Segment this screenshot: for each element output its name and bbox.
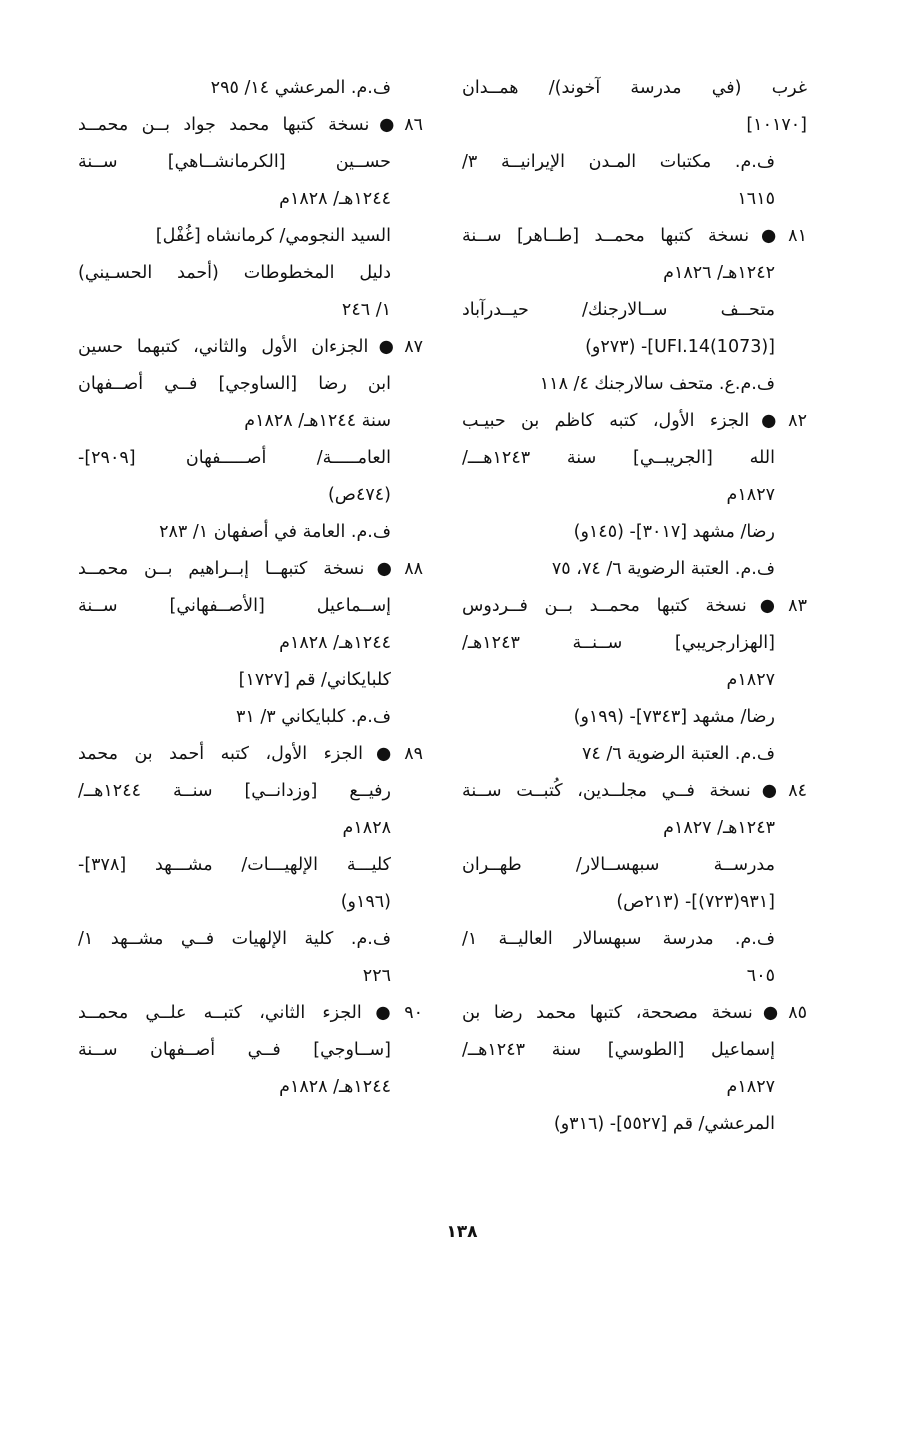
text-line: متحــف ســالارجنك/ حيــدرآباد bbox=[462, 300, 775, 320]
text-line: رضا/ مشهد [٧٣٤٣]- (١٩٩و) bbox=[573, 707, 775, 727]
text-line: ف.م. العتبة الرضوية ٦/ ٧٤، ٧٥ bbox=[551, 559, 775, 579]
text-line: المرعشي/ قم [٥٥٢٧]- (٣١٦و) bbox=[553, 1114, 775, 1134]
bullet-icon: ● bbox=[754, 1003, 787, 1023]
text-line: [٩٣١(٧٢٣)]- (٢١٣ص) bbox=[616, 892, 775, 912]
entry-number: ٨٤ bbox=[788, 781, 807, 801]
location-line bbox=[462, 292, 807, 366]
text-line: ١٦١٥ bbox=[737, 189, 775, 209]
text-line: ١٨٢٨م bbox=[342, 818, 391, 838]
text-line: (١٩٦و) bbox=[340, 892, 391, 912]
reference-line bbox=[78, 70, 423, 107]
bullet-icon: ● bbox=[752, 781, 787, 801]
text-line bbox=[78, 551, 423, 588]
left-column bbox=[78, 70, 423, 1106]
text-line: ف.م. كلية الإلهيات فــي مشــهد ١/ bbox=[78, 929, 391, 949]
entry-number: ٨٢ bbox=[788, 411, 807, 431]
text-line: ٦٠٥ bbox=[746, 966, 775, 986]
text-line: (٤٧٤ص) bbox=[327, 485, 391, 505]
text-line: ف.م. مكتبات المـدن الإيرانيــة ٣/ bbox=[462, 152, 775, 172]
location-line bbox=[462, 514, 807, 551]
catalog-entry bbox=[462, 218, 807, 292]
text-line: ف.م. مدرسة سبهسالار العاليــة ١/ bbox=[462, 929, 775, 949]
text-line: الله [الجريبــي] سنة ١٢٤٣هـــ/ bbox=[462, 448, 775, 468]
text-line: ابن رضا [الساوجي] فــي أصــفهان bbox=[78, 374, 391, 394]
text-line: ١٢٤٤هـ/ ١٨٢٨م bbox=[279, 633, 391, 653]
text-line: ف.م. كلبايكاني ٣/ ٣١ bbox=[236, 707, 391, 727]
location-line bbox=[78, 218, 423, 255]
reference-line bbox=[78, 699, 423, 736]
text-line bbox=[78, 995, 423, 1032]
reference-line bbox=[462, 366, 807, 403]
entry-number: ٨٥ bbox=[788, 1003, 807, 1023]
entry-text: نسخة كتبها محمــد بــن فــردوس bbox=[462, 596, 747, 616]
catalog-entry bbox=[462, 995, 807, 1106]
text-line: إســماعيل [الأصــفهاني] ســنة bbox=[78, 596, 391, 616]
reference-line bbox=[78, 255, 423, 329]
text-line bbox=[78, 329, 423, 366]
right-column bbox=[462, 70, 807, 1143]
location-line bbox=[462, 847, 807, 921]
text-line: [ســاوجي] فــي أصــفهان ســنة bbox=[78, 1040, 391, 1060]
location-line bbox=[78, 440, 423, 514]
continuation-text bbox=[462, 70, 807, 144]
location-line bbox=[462, 1106, 807, 1143]
text-line: ف.م. العتبة الرضوية ٦/ ٧٤ bbox=[581, 744, 775, 764]
bullet-icon: ● bbox=[751, 226, 787, 246]
catalog-entry bbox=[78, 551, 423, 662]
bullet-icon: ● bbox=[371, 115, 403, 135]
entry-text: نسخة مصححة، كتبها محمد رضا بن bbox=[462, 1003, 753, 1023]
text-line: رفيــع [وزدانــي] سنــة ١٢٤٤هــ/ bbox=[78, 781, 391, 801]
entry-number: ٩٠ bbox=[404, 1003, 423, 1023]
reference-line bbox=[78, 921, 423, 995]
text-line: ١/ ٢٤٦ bbox=[341, 300, 391, 320]
catalog-entry bbox=[462, 588, 807, 699]
entry-number: ٨٣ bbox=[788, 596, 807, 616]
entry-text: نسخة كتبها محمد جواد بــن محمــد bbox=[78, 115, 370, 135]
text-line bbox=[462, 773, 807, 810]
text-line: مدرســة سبهســالار/ طهــران bbox=[462, 855, 775, 875]
text-line bbox=[78, 736, 423, 773]
bullet-icon: ● bbox=[748, 596, 787, 616]
bullet-icon: ● bbox=[363, 1003, 403, 1023]
text-line: ف.م. المرعشي ١٤/ ٢٩٥ bbox=[210, 78, 391, 98]
reference-line bbox=[462, 736, 807, 773]
location-line bbox=[78, 847, 423, 921]
catalog-entry bbox=[462, 403, 807, 514]
text-line: [UFI.14(1073)]- (٢٧٣و) bbox=[585, 337, 775, 357]
page-number: ١٣٨ bbox=[446, 1222, 478, 1242]
text-line: سنة ١٢٤٤هـ/ ١٨٢٨م bbox=[244, 411, 391, 431]
bullet-icon: ● bbox=[370, 337, 403, 357]
text-line: رضا/ مشهد [٣٠١٧]- (١٤٥و) bbox=[573, 522, 775, 542]
catalog-entry bbox=[78, 329, 423, 440]
catalog-entry bbox=[78, 736, 423, 847]
text-line: ف.م.ع. متحف سالارجنك ٤/ ١١٨ bbox=[539, 374, 775, 394]
entry-text: نسخة كتبهــا إبــراهيم بــن محمــد bbox=[78, 559, 365, 579]
entry-text: الجزء الثاني، كتبــه علــي محمــد bbox=[78, 1003, 362, 1023]
location-line bbox=[78, 662, 423, 699]
location-line bbox=[462, 699, 807, 736]
entry-text: الجزء الأول، كتبه أحمد بن محمد bbox=[78, 744, 364, 764]
reference-line bbox=[462, 144, 807, 218]
entry-number: ٨٧ bbox=[404, 337, 423, 357]
text-line bbox=[462, 403, 807, 440]
entry-text: نسخة كتبها محمــد [طــاهر] ســنة bbox=[462, 226, 750, 246]
entry-number: ٨١ bbox=[788, 226, 807, 246]
bullet-icon: ● bbox=[366, 559, 403, 579]
text-line: كليـــة الإلهيـــات/ مشـــهد [٣٧٨]- bbox=[78, 855, 391, 875]
text-line bbox=[78, 107, 423, 144]
entry-text: الجزء الأول، كتبه كاظم بن حبيـب bbox=[462, 411, 750, 431]
text-line: ١٢٤٤هـ/ ١٨٢٨م bbox=[279, 1077, 391, 1097]
text-line: غرب (في مدرسة آخوند)/ همــدان bbox=[462, 78, 807, 98]
text-line: ١٢٤٢هـ/ ١٨٢٦م bbox=[663, 263, 775, 283]
text-line: [١٠١٧٠] bbox=[746, 115, 807, 135]
reference-line bbox=[78, 514, 423, 551]
text-line: ف.م. العامة في أصفهان ١/ ٢٨٣ bbox=[159, 522, 391, 542]
text-line: ١٢٤٣هـ/ ١٨٢٧م bbox=[663, 818, 775, 838]
entry-number: ٨٨ bbox=[404, 559, 423, 579]
text-line: السيد النجومي/ كرمانشاه [غُفْل] bbox=[155, 226, 391, 246]
text-line: حســين [الكرمانشــاهي] ســنة bbox=[78, 152, 391, 172]
text-line bbox=[462, 218, 807, 255]
reference-line bbox=[462, 551, 807, 588]
text-line: ١٨٢٧م bbox=[726, 485, 775, 505]
text-line: ٢٢٦ bbox=[362, 966, 391, 986]
text-line: ١٨٢٧م bbox=[726, 670, 775, 690]
text-line: إسماعيل [الطوسي] سنة ١٢٤٣هــ/ bbox=[462, 1040, 775, 1060]
catalog-entry bbox=[78, 995, 423, 1106]
text-line: ١٢٤٤هـ/ ١٨٢٨م bbox=[279, 189, 391, 209]
bullet-icon: ● bbox=[751, 411, 787, 431]
reference-line bbox=[462, 921, 807, 995]
entry-text: نسخة فــي مجلــدين، كُتبــت ســنة bbox=[462, 781, 751, 801]
text-line: [الهزارجريبي] ســنــة ١٢٤٣هـ/ bbox=[462, 633, 775, 653]
bullet-icon: ● bbox=[365, 744, 403, 764]
entry-number: ٨٩ bbox=[404, 744, 423, 764]
catalog-entry bbox=[462, 773, 807, 847]
text-line: كلبايكاني/ قم [١٧٢٧] bbox=[238, 670, 391, 690]
entry-text: الجزءان الأول والثاني، كتبهما حسين bbox=[78, 337, 369, 357]
text-line: دليل المخطوطات (أحمد الحسـيني) bbox=[78, 263, 391, 283]
text-line: العامـــــة/ أصـــــفهان [٢٩٠٩]- bbox=[78, 448, 391, 468]
catalog-entry bbox=[78, 107, 423, 218]
text-line: ١٨٢٧م bbox=[726, 1077, 775, 1097]
text-line bbox=[462, 995, 807, 1032]
text-line bbox=[462, 588, 807, 625]
entry-number: ٨٦ bbox=[404, 115, 423, 135]
